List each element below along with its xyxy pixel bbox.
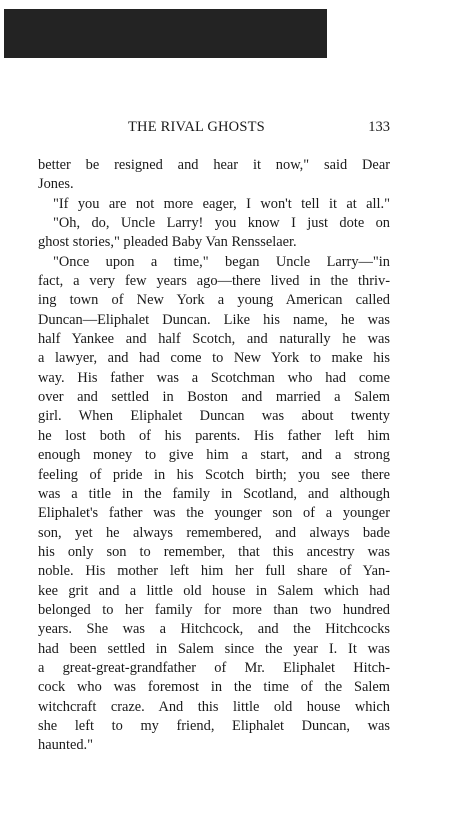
text-line: feeling of pride in his Scotch birth; you see there <box>38 466 390 483</box>
redaction-bar <box>4 9 327 58</box>
text-line: "Once upon a time," began Uncle Larry—"in <box>53 253 390 270</box>
text-line: "Oh, do, Uncle Larry! you know I just dote on <box>53 215 390 232</box>
text-line: he lost both of his parents. His father left him <box>38 427 390 444</box>
text-line: kee grit and a little old house in Salem which had <box>38 582 390 599</box>
text-line: was a title in the family in Scotland, and although <box>38 485 390 502</box>
text-line: girl. When Eliphalet Duncan was about twenty <box>38 408 390 425</box>
text-line: belonged to her family for more than two hundred <box>38 601 390 618</box>
text-line: cock who was foremost in the time of the Salem <box>38 679 390 696</box>
text-line: "If you are not more eager, I won't tell it at all." <box>53 195 390 212</box>
text-line: noble. His mother left him her full share of Yan- <box>38 563 390 580</box>
page-number: 133 <box>368 119 390 135</box>
text-line: enough money to give him a start, and a strong <box>38 447 390 464</box>
text-line: years. She was a Hitchcock, and the Hitchcocks <box>38 621 390 638</box>
text-line: haunted." <box>38 737 94 754</box>
text-line: ing town of New York a young American called <box>38 292 390 309</box>
text-line: Jones. <box>38 176 74 193</box>
text-line: better be resigned and hear it now," said Dear <box>38 157 390 173</box>
body-text <box>38 156 390 756</box>
text-line: fact, a very few years ago—there lived in the thriv- <box>38 273 390 290</box>
text-line: she left to my friend, Eliphalet Duncan, was <box>38 717 390 734</box>
text-line: his only son to remember, that this ancestry was <box>38 543 390 560</box>
text-line: ghost stories," pleaded Baby Van Rensselaer. <box>38 234 297 251</box>
text-line: way. His father was a Scotchman who had come <box>38 369 390 386</box>
text-line: Eliphalet's father was the younger son of a younger <box>38 505 390 522</box>
text-line: half Yankee and half Scotch, and naturally he was <box>38 331 390 348</box>
text-line: son, yet he always remembered, and always bade <box>38 524 390 541</box>
text-line: had been settled in Salem since the year I. It was <box>38 640 390 657</box>
running-head <box>128 119 390 139</box>
text-line: over and settled in Boston and married a Salem <box>38 389 390 406</box>
text-line: Duncan—Eliphalet Duncan. Like his name, he was <box>38 311 390 328</box>
text-line: witchcraft craze. And this little old house which <box>38 698 390 715</box>
running-title: THE RIVAL GHOSTS <box>128 119 265 135</box>
text-line: a great-great-grandfather of Mr. Eliphalet Hitch- <box>38 659 390 676</box>
text-line: a lawyer, and had come to New York to make his <box>38 350 390 367</box>
